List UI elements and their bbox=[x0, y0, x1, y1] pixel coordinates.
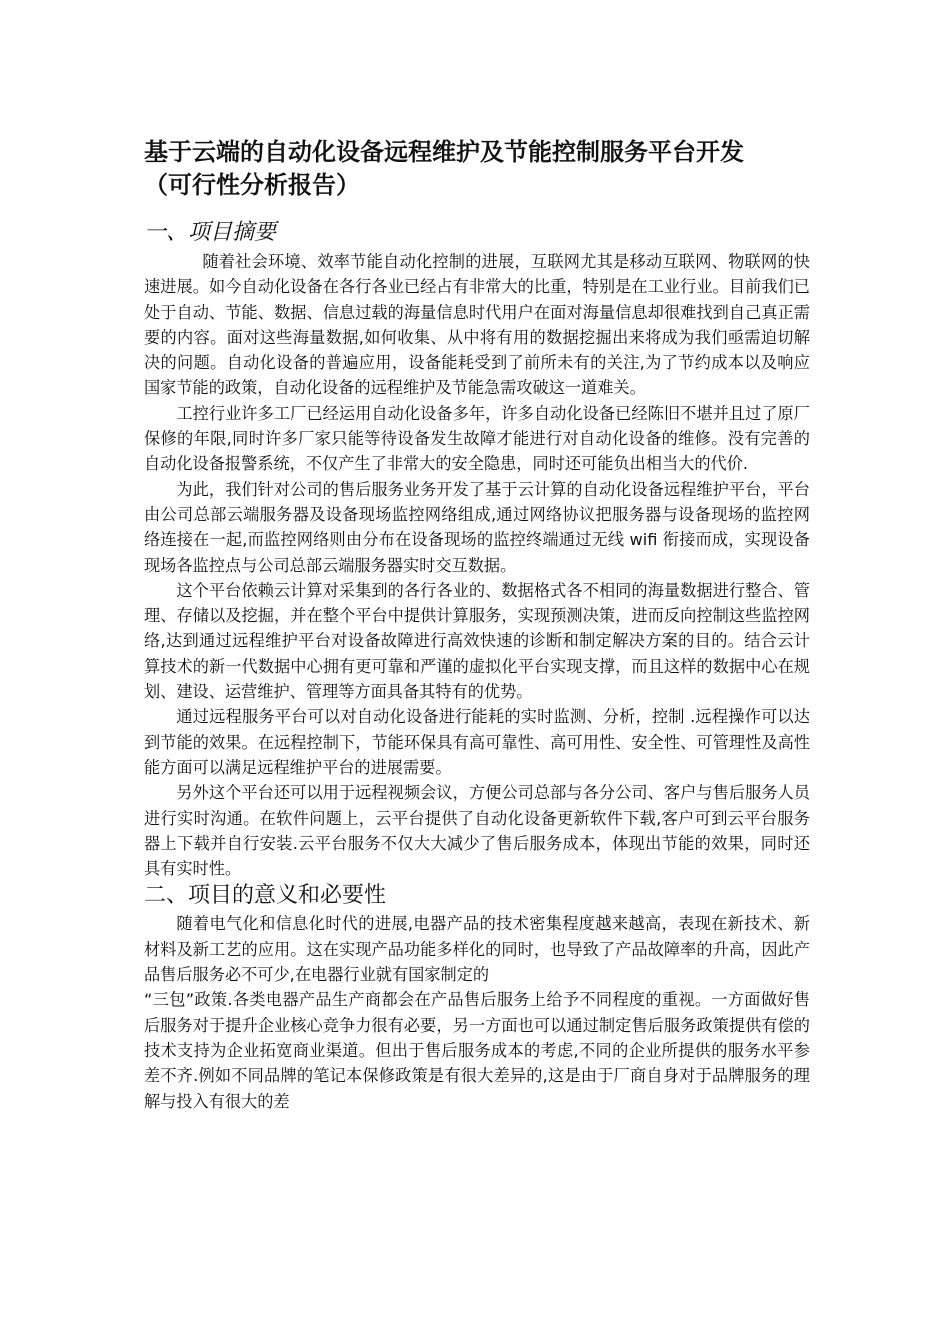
paragraph: 这个平台依赖云计算对采集到的各行各业的、数据格式各不相同的海量数据进行整合、管理、存储以及挖掘，并在整个平台中提供计算服务，实现预测决策，进而反向控制这些监控网络,达到通过远程维护平台对设备故障进行高效快速的诊断和制定解决方案的目的。结合云计算技术的新一代数据中心拥有更可靠和严谨的虚拟化平台实现支撑，而且这样的数据中心在规划、建设、运营维护、管理等方面具备其特有的优势。 bbox=[144, 580, 810, 702]
section-1-heading: 一、项目摘要 bbox=[144, 220, 277, 245]
paragraph: 为此，我们针对公司的售后服务业务开发了基于云计算的自动化设备远程维护平台，平台由公司总部云端服务器及设备现场监控网络组成,通过网络协议把服务器与设备现场的监控网络连接在一起,而监控网络则由分布在设备现场的监控终端通过无线 wifi 衔接而成，实现设备现场各监控点与公司总部云端服务器实时交互数据。 bbox=[144, 479, 810, 575]
paragraph: 另外这个平台还可以用于远程视频会议，方便公司总部与各分公司、客户与售后服务人员进行实时沟通。在软件问题上，云平台提供了自动化设备更新软件下载,客户可到云平台服务器上下载并自行安装.云平台服务不仅大大减少了售后服务成本，体现出节能的效果，同时还具有实时性。 bbox=[144, 783, 810, 879]
paragraph: 通过远程服务平台可以对自动化设备进行能耗的实时监测、分析，控制 .远程操作可以达到节能的效果。在远程控制下，节能环保具有高可靠性、高可用性、安全性、可管理性及高性能方面可以满足远程维护平台的进展需要。 bbox=[144, 707, 810, 777]
section-2-heading: 二、项目的意义和必要性 bbox=[144, 883, 387, 909]
paragraph: “三包”政策.各类电器产品生产商都会在产品售后服务上给予不同程度的重视。一方面做好售后服务对于提升企业核心竞争力很有必要，另一方面也可以通过制定售后服务政策提供有偿的技术支持为企业拓宽商业渠道。但出于售后服务成本的考虑,不同的企业所提供的服务水平参差不齐.例如不同品牌的笔记本保修政策是有很大差异的,这是由于厂商自身对于品牌服务的理解与投入有很大的差 bbox=[144, 990, 810, 1111]
paragraph: 工控行业许多工厂已经运用自动化设备多年，许多自动化设备已经陈旧不堪并且过了原厂保修的年限,同时许多厂家只能等待设备发生故障才能进行对自动化设备的维修。没有完善的自动化设备报警系统，不仅产生了非常大的安全隐患，同时还可能负出相当大的代价. bbox=[144, 403, 810, 474]
paragraph: 随着电气化和信息化时代的进展,电器产品的技术密集程度越来越高，表现在新技术、新材料及新工艺的应用。这在实现产品功能多样化的同时，也导致了产品故障率的升高，因此产品售后服务必不可少,在电器行业就有国家制定的 bbox=[144, 914, 810, 985]
paragraph: 随着社会环境、效率节能自动化控制的进展，互联网尤其是移动互联网、物联网的快速进展。如今自动化设备在各行各业已经占有非常大的比重，特别是在工业行业。目前我们已处于自动、节能、数据、信息过载的海量信息时代用户在面对海量信息却很难找到自己真正需要的内容。面对这些海量数据,如何收集、从中将有用的数据挖掘出来将成为我们亟需迫切解决的问题。自动化设备的普遍应用，设备能耗受到了前所未有的关注,为了节约成本以及响应国家节能的政策，自动化设备的远程维护及节能急需攻破这一道难关。 bbox=[144, 252, 810, 398]
title-line-1: 基于云端的自动化设备远程维护及节能控制服务平台开发 bbox=[144, 138, 744, 166]
title-line-2: （可行性分析报告） bbox=[144, 171, 360, 199]
document-body bbox=[144, 136, 810, 1114]
document-title bbox=[144, 136, 810, 202]
